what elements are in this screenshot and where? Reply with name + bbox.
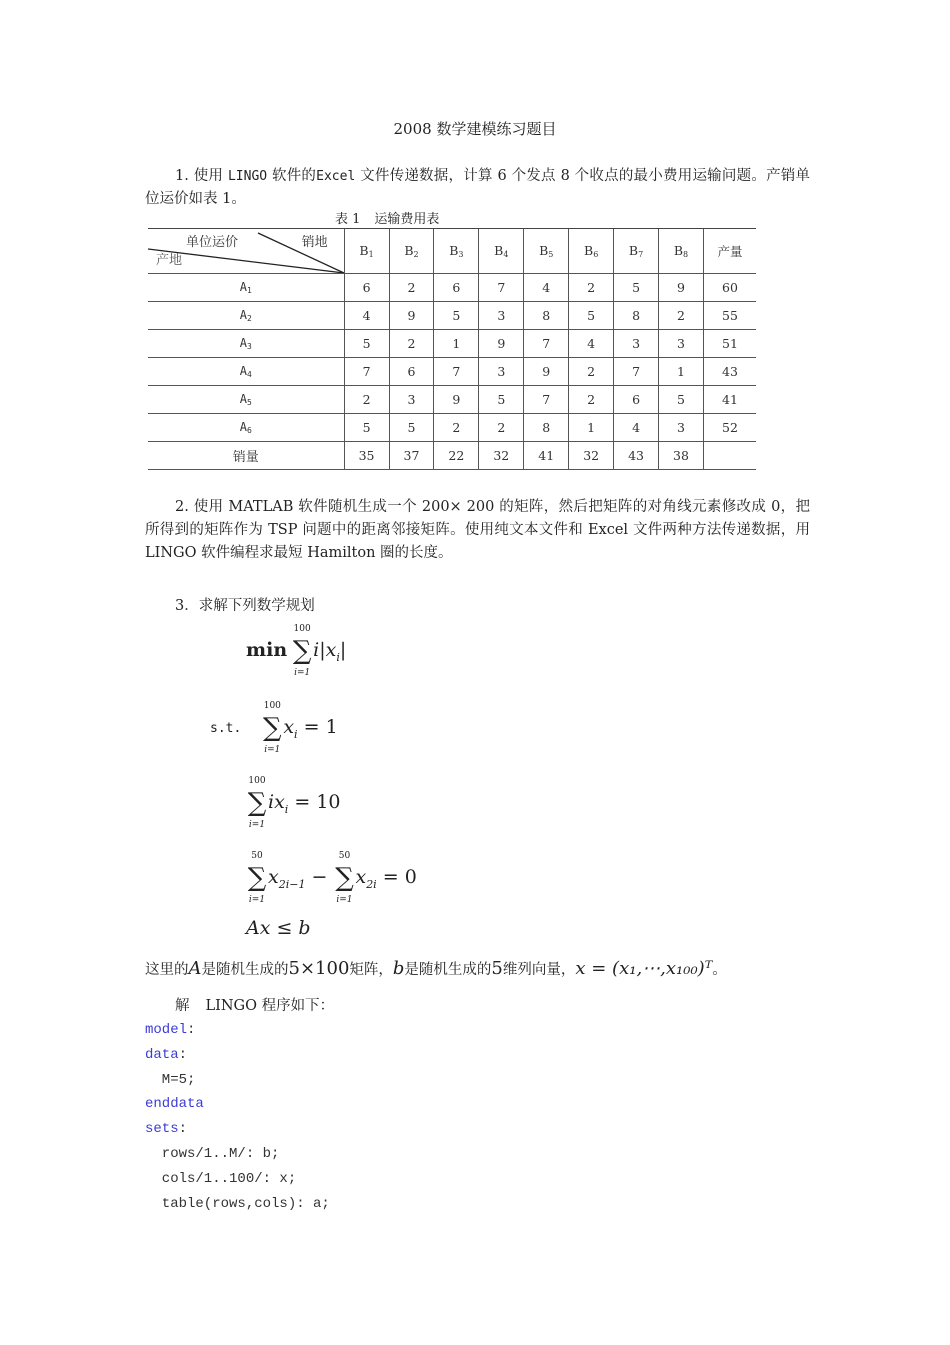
table-row: $A_1$ 6 2 6 7 4 2 5 9 60 — [148, 274, 756, 302]
row-label: $A_2$ — [148, 302, 344, 330]
sales-row: 销量 35 37 22 32 41 32 43 38 — [148, 442, 756, 470]
col-header: $B_4$ — [479, 229, 524, 274]
sales-label: 销量 — [148, 442, 344, 470]
code-line: cols/1..100/: x; — [145, 1170, 297, 1187]
sigma-icon: 100 ∑ i=1 — [292, 624, 312, 678]
row-label: $A_1$ — [148, 274, 344, 302]
col-header: $B_3$ — [434, 229, 479, 274]
problem-3-heading: 3．求解下列数学规划 — [175, 598, 315, 614]
constraint-2: 100 ∑ i=1 $ix_i = 10$ — [247, 776, 341, 830]
col-header: $B_6$ — [569, 229, 614, 274]
constraint-1: s.t. 100 ∑ i=1 $x_i = 1$ — [210, 701, 338, 755]
sigma-icon: 100 ∑ i=1 — [247, 776, 267, 830]
code-line: model: — [145, 1022, 196, 1038]
sigma-icon: 50 ∑ i=1 — [335, 851, 354, 905]
col-header: $B_8$ — [659, 229, 704, 274]
problem-1-number: 1. — [175, 168, 189, 184]
col-header: $B_7$ — [614, 229, 659, 274]
problem-2-paragraph: 2. 使用 MATLAB 软件随机生成一个 200× 200 的矩阵，然后把矩阵的对角线元素修改成 0，把所得到的矩阵作为 TSP 问题中的距离邻接矩阵。使用纯文本文件和 Excel 文件两种方法传递数据，用 LINGO 软件编程求最短 Hamilton 圈的长度。 — [145, 499, 811, 561]
table-header-row — [148, 229, 756, 274]
constraint-4: Ax ≤ b — [246, 917, 311, 939]
code-line: rows/1..M/: b; — [145, 1145, 280, 1162]
row-label: $A_5$ — [148, 386, 344, 414]
table-row: $A_2$ 4 9 5 3 8 5 8 2 55 — [148, 302, 756, 330]
freight-cost-table — [148, 228, 756, 470]
code-line: M=5; — [145, 1071, 196, 1088]
col-header: $B_5$ — [524, 229, 569, 274]
st-label: s.t. — [210, 720, 242, 736]
row-label: $A_4$ — [148, 358, 344, 386]
table-row: $A_4$ 7 6 7 3 9 2 7 1 43 — [148, 358, 756, 386]
code-line: data: — [145, 1046, 188, 1063]
table-row: $A_3$ 5 2 1 9 7 4 3 3 51 — [148, 330, 756, 358]
solution-intro: 解 LINGO 程序如下： — [175, 998, 335, 1014]
sigma-icon: 50 ∑ i=1 — [247, 851, 267, 905]
row-label: $A_6$ — [148, 414, 344, 442]
col-header: $B_2$ — [389, 229, 434, 274]
row-label: $A_3$ — [148, 330, 344, 358]
page-title: 2008 数学建模练习题目 — [393, 120, 557, 138]
constraint-3: 50 ∑ i=1 $x_{2i-1}$ − 50 ∑ i=1 $x_{2i} = 0$ — [247, 851, 417, 905]
code-line: sets: — [145, 1121, 188, 1138]
table-row: $A_6$ 5 5 2 2 8 1 4 3 52 — [148, 414, 756, 442]
table-caption: 表 1 运输费用表 — [335, 212, 440, 227]
explanation-paragraph: 这里的A是随机生成的5×100矩阵，b是随机生成的5维列向量，x = (x₁,⋯,x₁₀₀)ᵀ。 — [145, 958, 727, 979]
problem-1-paragraph: 1. 使用 LINGO 软件的Excel 文件传递数据，计算 6 个发点 8 个收点的最小费用运输问题。产销单位运价如表 1。 — [145, 168, 811, 207]
production-header: 产量 — [703, 229, 756, 274]
code-line: table(rows,cols): a; — [145, 1195, 330, 1212]
objective-function: min 100 ∑ i=1 $i|x_i|$ — [246, 624, 347, 678]
table-corner-header: 单位运价 销地 产地 — [148, 229, 344, 274]
table-row: $A_5$ 2 3 9 5 7 2 6 5 41 — [148, 386, 756, 414]
col-header: $B_1$ — [344, 229, 389, 274]
sigma-icon: 100 ∑ i=1 — [263, 701, 282, 755]
code-line: enddata — [145, 1096, 204, 1113]
lingo-code-block — [145, 1018, 330, 1216]
problem-2-number: 2. — [175, 499, 189, 515]
